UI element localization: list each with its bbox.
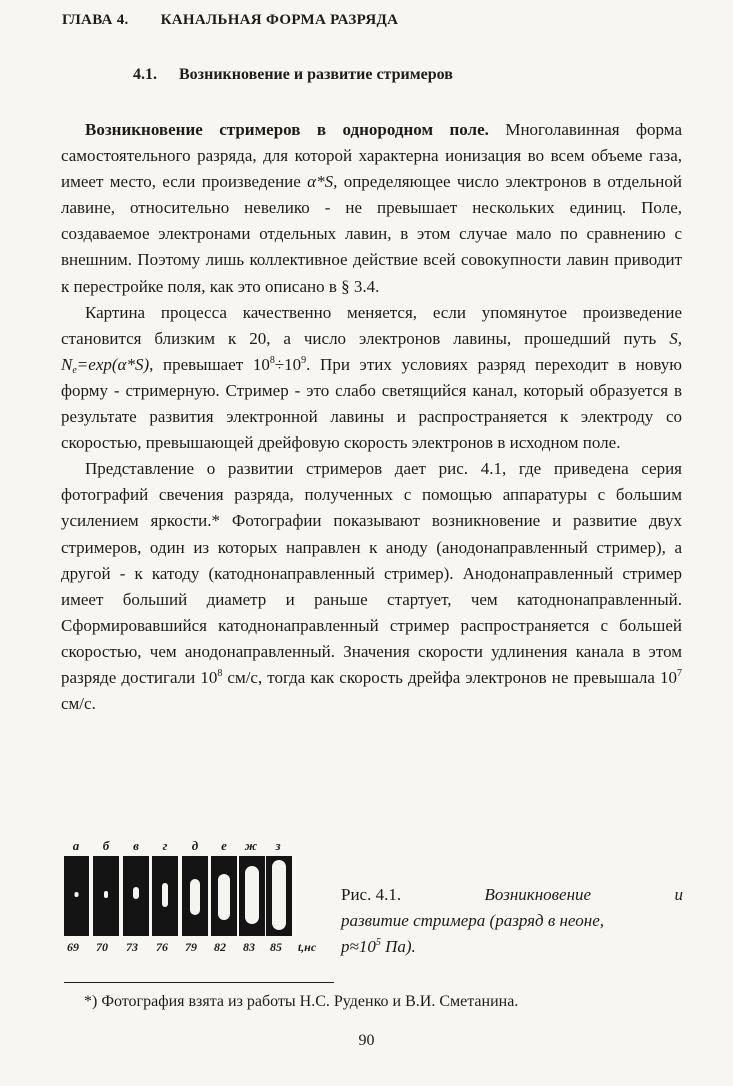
paragraph-3 <box>61 456 682 717</box>
paragraph-2-range: ÷10 <box>274 354 302 374</box>
frame-letter: е <box>221 838 227 853</box>
page-number: 90 <box>358 1032 375 1049</box>
photo-frames <box>62 856 324 936</box>
section-title: Возникновение и развитие стримеров <box>179 66 453 83</box>
formula-ne-subscript: e <box>72 364 77 376</box>
chapter-heading <box>62 12 398 29</box>
caption-line-1 <box>341 882 683 908</box>
paragraph-1-lead: Возникновение стримеров в однородном поле. <box>85 120 489 139</box>
time-label: 69 <box>67 940 79 954</box>
photo-frame-z <box>266 856 292 936</box>
paragraph-2-text-3: . При этих условиях разряд переходит в новую форму - стримерную. Стример - это слабо светящийся канал, который образуется в результате развития электронной лавины и распространяется к электроду со скоростью, превышающей дрейфовую скорость электронов в исходном поле. <box>61 354 682 453</box>
frame-letter: а <box>72 838 80 853</box>
caption-line-3 <box>341 934 683 960</box>
formula-ne-expression: =exp(α*S), <box>76 354 154 374</box>
formula-ne <box>61 355 153 374</box>
time-label: 70 <box>96 940 108 954</box>
figure-caption <box>341 882 683 960</box>
caption-word: Возникновение <box>484 885 592 904</box>
formula-alpha-s: α*S, <box>307 172 338 192</box>
section-heading <box>133 66 453 84</box>
figure-streamer-photos <box>62 838 324 978</box>
time-label: 85 <box>270 940 282 954</box>
paragraph-1-text-2: определяющее число электронов в отдельной лавине, относительно невелико - не превышает нескольких единиц. Поле, создаваемое электронами отдельных лавин, в этом случае мало по сравнению с внешним. Поэтому лишь коллективное действие всей совокупности лавин приводит к перестройке поля, как это описано в § 3.4. <box>61 172 682 296</box>
caption-line-2 <box>341 908 683 934</box>
body-text <box>61 117 682 717</box>
paragraph-1-text: Многолавинная форма самостоятельного разряда, для которой характерна ионизация во всем объеме газа, имеет место, если произведение <box>61 120 682 192</box>
photo-frame-g <box>152 856 178 936</box>
time-label: 73 <box>126 940 138 954</box>
caption-pressure <box>341 937 416 956</box>
frame-letter: б <box>102 838 110 853</box>
frame-letter: з <box>275 838 281 853</box>
chapter-title: КАНАЛЬНАЯ ФОРМА РАЗРЯДА <box>160 12 399 28</box>
photo-frame-a <box>64 856 89 936</box>
paragraph-2-text: Картина процесса качественно меняется, если упомянутое произведение становится близким к 20, а число электронов лавины, прошедший путь <box>61 302 682 348</box>
time-label: 82 <box>214 940 226 954</box>
caption-label: Рис. 4.1. <box>341 885 402 904</box>
time-label: 76 <box>156 940 168 954</box>
chapter-number: ГЛАВА 4. <box>62 12 129 28</box>
exponent: 8 <box>269 354 275 366</box>
frame-letter: в <box>133 838 139 853</box>
time-label: 79 <box>185 940 197 954</box>
frame-times <box>62 940 324 956</box>
exponent: 8 <box>217 667 223 679</box>
caption-text: развитие стримера (разряд в неоне, <box>341 911 604 930</box>
footnote: *) Фотография взята из работы Н.С. Руденко и В.И. Сметанина. <box>84 993 519 1010</box>
paragraph-2 <box>61 300 682 457</box>
exponent: 5 <box>375 937 381 948</box>
exponent: 9 <box>301 354 307 366</box>
caption-pressure-value: p≈10 <box>341 937 376 956</box>
time-unit: t,нс <box>297 940 317 954</box>
time-label: 83 <box>243 940 255 954</box>
paragraph-3-text-3: см/с. <box>61 694 96 714</box>
paragraph-3-text: Представление о развитии стримеров дает рис. 4.1, где приведена серия фотографий свечения разряда, полученных с помощью аппаратуры с большим усилением яркости.* Фотографии показывают возникновение и развитие двух стримеров, один из которых направлен к аноду (анодонаправленный стример), а другой - к катоду (катоднонаправленный стример). Анодонаправленный стример имеет больший диаметр и раньше стартует, чем катоднонаправленный. Сформировавшийся катоднонаправленный стример распространяется с большей скоростью, чем анодонаправленный. Значения скорости удлинения канала в этом разряде достигали 10 <box>61 459 682 687</box>
exponent: 7 <box>677 667 682 679</box>
footnote-divider <box>64 982 334 983</box>
section-number: 4.1. <box>133 66 157 83</box>
frame-letters <box>62 838 324 854</box>
photo-frame-b <box>93 856 119 936</box>
photo-frame-d <box>182 856 208 936</box>
frame-letter: д <box>191 838 199 853</box>
frame-letter: г <box>162 838 168 853</box>
caption-word: и <box>674 885 683 904</box>
photo-frame-e <box>211 856 237 936</box>
frame-letter: ж <box>244 838 258 853</box>
photo-frame-zh <box>239 856 265 936</box>
formula-s: S, <box>669 328 682 348</box>
paragraph-2-text-2: превышает 10 <box>153 354 270 374</box>
paragraph-3-text-2: см/с, тогда как скорость дрейфа электронов не превышала 10 <box>222 667 677 687</box>
caption-pressure-unit: Па). <box>380 937 416 956</box>
photo-frame-v <box>123 856 149 936</box>
paragraph-1 <box>61 117 682 300</box>
formula-ne-symbol: N <box>61 354 73 374</box>
